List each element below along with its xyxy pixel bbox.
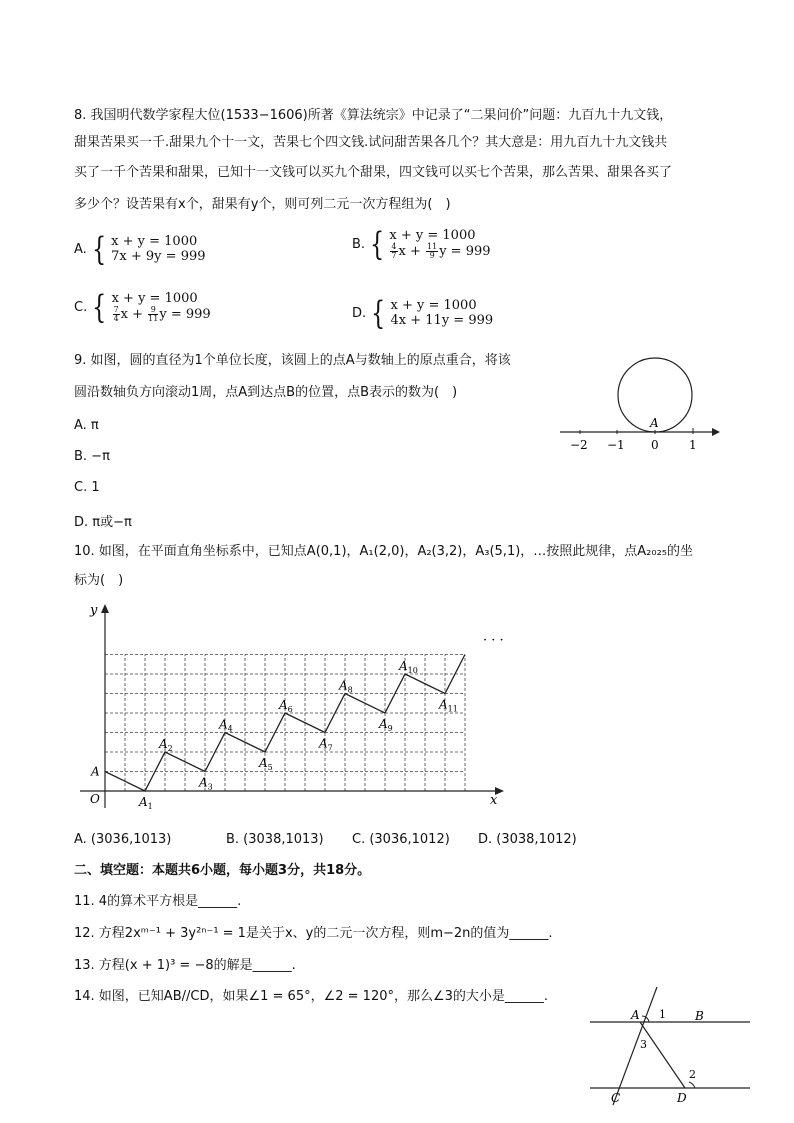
q8-a-eq2: 7x + 9y = 999 bbox=[111, 249, 206, 264]
q8-option-b: B. { x + y = 1000 $\frac{4}{7}$ x + $\frac{11}{9}$ y = 999 bbox=[352, 225, 491, 263]
point-label-a3: $A_3$ bbox=[199, 775, 213, 792]
q14: 14. 如图，已知AB//CD，如果∠1 = 65°，∠2 = 120°，那么∠3的大小是______. bbox=[74, 989, 549, 1004]
point-label-a4: $A_4$ bbox=[219, 717, 233, 734]
point-label-a6: $A_6$ bbox=[279, 698, 293, 714]
y-axis-arrow-icon bbox=[101, 604, 109, 613]
origin-label: O bbox=[90, 792, 100, 806]
q8-c-eq2: $\frac{7}{4}$ x + $\frac{9}{11}$ y = 999 bbox=[113, 305, 211, 323]
point-label-a11: $A_{11}$ bbox=[439, 697, 458, 714]
q10-line1: 10. 如图，在平面直角坐标系中，已知点A(0,1)，A₁(2,0)，A₂(3,2)，A₃(5,1)，…按照此规律，点A₂₀₂₅的坐 bbox=[74, 544, 694, 559]
q8-line4: 多少个？设苦果有x个，甜果有y个，则可列二元一次方程组为( ) bbox=[74, 197, 451, 212]
tick-label-neg2: −2 bbox=[570, 438, 588, 452]
section-2-heading: 二、填空题：本题共6小题，每小题3分，共18分。 bbox=[74, 863, 371, 878]
continuation-ellipsis: · · · bbox=[483, 633, 504, 648]
angle-2-label: 2 bbox=[689, 1068, 696, 1081]
q8-b-eq2: $\frac{4}{7}$ x + $\frac{11}{9}$ y = 999 bbox=[391, 242, 491, 260]
q11: 11. 4的算术平方根是______. bbox=[74, 894, 242, 909]
tick-label-neg1: −1 bbox=[607, 438, 625, 452]
axis-arrow-icon bbox=[712, 428, 720, 436]
q9-option-c: C. 1 bbox=[74, 480, 100, 495]
q9-option-a: A. π bbox=[74, 418, 99, 433]
point-label-a9: $A_9$ bbox=[379, 717, 393, 733]
point-label-a7: $A_7$ bbox=[319, 736, 333, 753]
segment-ad bbox=[640, 1022, 685, 1088]
zigzag-coordinate-figure bbox=[80, 598, 520, 820]
q8-line1: 8. 我国明代数学家程大位(1533−1606)所著《算法统宗》中记录了“二果问价”问题：九百九十九文钱， bbox=[74, 108, 673, 123]
angle-2-arc bbox=[689, 1082, 695, 1088]
y-axis-label: y bbox=[90, 603, 98, 618]
angle-1-label: 1 bbox=[659, 1008, 666, 1021]
tick-label-0: 0 bbox=[651, 438, 659, 452]
q8-a-eq1: x + y = 1000 bbox=[111, 234, 198, 249]
transversal-ac bbox=[613, 987, 657, 1105]
angle-3-label: 3 bbox=[640, 1038, 647, 1051]
q10-option-d: D. (3038,1012) bbox=[478, 832, 577, 847]
q8-option-c: C. { x + y = 1000 $\frac{7}{4}$ x + $\frac{9}{11}$ y = 999 bbox=[74, 288, 211, 326]
point-b: B bbox=[695, 1009, 704, 1023]
number-line-figure bbox=[560, 350, 730, 455]
q8-line3: 买了一千个苦果和甜果，已知十一文钱可以买九个甜果，四文钱可以买七个苦果，那么苦果、甜果各买了 bbox=[74, 165, 673, 180]
q10-option-b: B. (3038,1013) bbox=[226, 832, 324, 847]
q8-c-eq1: x + y = 1000 bbox=[111, 291, 198, 306]
q9-option-b: B. −π bbox=[74, 449, 110, 464]
point-label-a1: $A_1$ bbox=[139, 795, 153, 811]
q8-option-a: A. { x + y = 1000 7x + 9y = 999 bbox=[74, 230, 206, 268]
q9-line2: 圆沿数轴负方向滚动1周，点A到达点B的位置，点B表示的数为( ) bbox=[74, 385, 458, 400]
point-c: C bbox=[611, 1091, 621, 1105]
tick-label-1: 1 bbox=[689, 438, 697, 452]
q8-line2: 甜果苦果买一千.甜果九个十一文，苦果七个四文钱.试问甜苦果各几个？其大意是：用九百九十九文钱共 bbox=[74, 135, 668, 150]
q9-line1: 9. 如图，圆的直径为1个单位长度，该圆上的点A与数轴上的原点重合，将该 bbox=[74, 353, 511, 368]
q8-option-d: D. { x + y = 1000 4x + 11y = 999 bbox=[352, 294, 494, 332]
point-label-a: A bbox=[91, 764, 100, 779]
q9-option-d: D. π或−π bbox=[74, 515, 132, 530]
q8-d-eq1: x + y = 1000 bbox=[390, 298, 477, 313]
x-axis-label: x bbox=[490, 793, 498, 808]
q10-line2: 标为( ) bbox=[74, 573, 124, 588]
q8-b-eq1: x + y = 1000 bbox=[389, 228, 476, 243]
point-a: A bbox=[631, 1008, 640, 1022]
point-label-a2: $A_2$ bbox=[159, 737, 173, 753]
point-a-label: A bbox=[650, 416, 659, 430]
q12: 12. 方程2xᵐ⁻¹ + 3y²ⁿ⁻¹ = 1是关于x、y的二元一次方程，则m−2n的值为______. bbox=[74, 926, 553, 941]
point-label-a8: $A_8$ bbox=[339, 678, 353, 695]
parallel-lines-figure bbox=[585, 985, 755, 1110]
point-label-a5: $A_5$ bbox=[259, 756, 273, 772]
point-label-a10: $A_{10}$ bbox=[399, 659, 418, 675]
q13: 13. 方程(x + 1)³ = −8的解是______. bbox=[74, 958, 296, 973]
q10-option-c: C. (3036,1012) bbox=[352, 832, 450, 847]
point-d: D bbox=[677, 1091, 687, 1105]
q10-option-a: A. (3036,1013) bbox=[74, 832, 172, 847]
q8-d-eq2: 4x + 11y = 999 bbox=[390, 313, 494, 328]
